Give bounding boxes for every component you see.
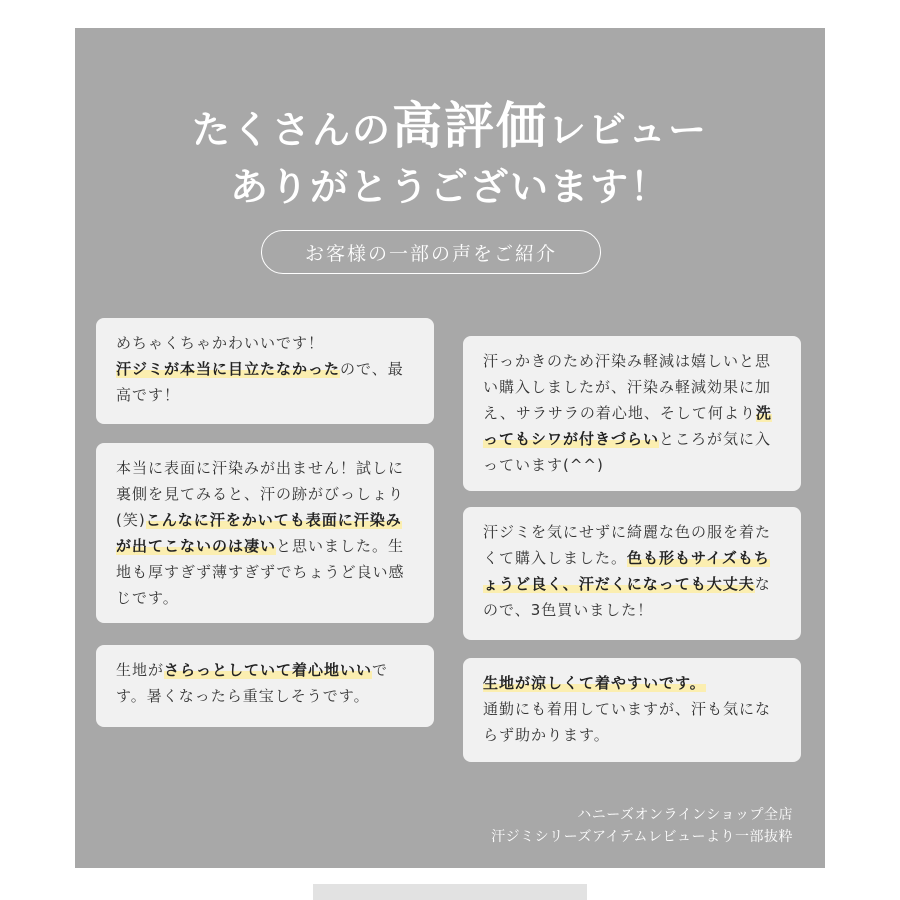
review-text: 本当に表面に汗染みが出ません！試しに裏側を見てみると、汗の跡がびっしょり(笑) (116, 459, 405, 529)
review-card (463, 336, 801, 491)
review-card (96, 645, 434, 727)
review-highlight: さらっとしていて着心地いい (164, 661, 373, 679)
review-text: と思いました。生地も厚すぎず薄すぎずでちょうど良い感じです。 (116, 537, 405, 607)
review-text: なので、3色買いました！ (483, 575, 771, 619)
headline-line-1 (75, 86, 825, 158)
review-card (96, 318, 434, 424)
review-card (96, 443, 434, 623)
headline-prefix: たくさんの (191, 108, 392, 152)
review-text: ので、最高です！ (116, 360, 404, 404)
review-card (463, 507, 801, 640)
review-highlight: 洗ってもシワが付きづらい (483, 404, 772, 448)
review-highlight: 汗ジミが本当に目立たなかった (116, 360, 341, 378)
review-highlight: こんなに汗をかいても表面に汗染みが出てこないのは凄い (116, 511, 402, 555)
source-credit-line-1: ハニーズオンラインショップ全店 (577, 807, 793, 823)
review-text: 汗ジミを気にせずに綺麗な色の服を着たくて購入しました。 (483, 523, 772, 567)
intro-pill (261, 230, 601, 274)
review-text: 汗っかきのため汗染み軽減は嬉しいと思い購入しましたが、汗染み軽減効果に加え、サラサラの着心地、そして何より (483, 352, 772, 422)
headline-line-2: ありがとうございます！ (229, 165, 670, 209)
headline-suffix: レビュー (548, 108, 709, 152)
review-text: 通勤にも着用していますが、汗も気にならず助かります。 (483, 700, 772, 744)
review-panel (75, 28, 825, 868)
next-section-image-edge (313, 884, 587, 900)
review-text: めちゃくちゃかわいいです！ (116, 334, 325, 352)
source-credit-line-2: 汗ジミシリーズアイテムレビューより一部抜粋 (491, 829, 793, 845)
headline-emphasis: 高評価 (392, 97, 548, 155)
review-text: ところが気に入っています(^^) (483, 430, 772, 474)
review-highlight: 色も形もサイズもちょうど良く、汗だくになっても大丈夫 (483, 549, 770, 593)
review-text: です。暑くなったら重宝しそうです。 (116, 661, 389, 705)
review-card (463, 658, 801, 762)
review-text: 生地が (116, 661, 165, 679)
review-highlight: 生地が涼しくて着やすいです。 (483, 674, 706, 692)
intro-pill-label: お客様の一部の声をご紹介 (304, 242, 557, 265)
